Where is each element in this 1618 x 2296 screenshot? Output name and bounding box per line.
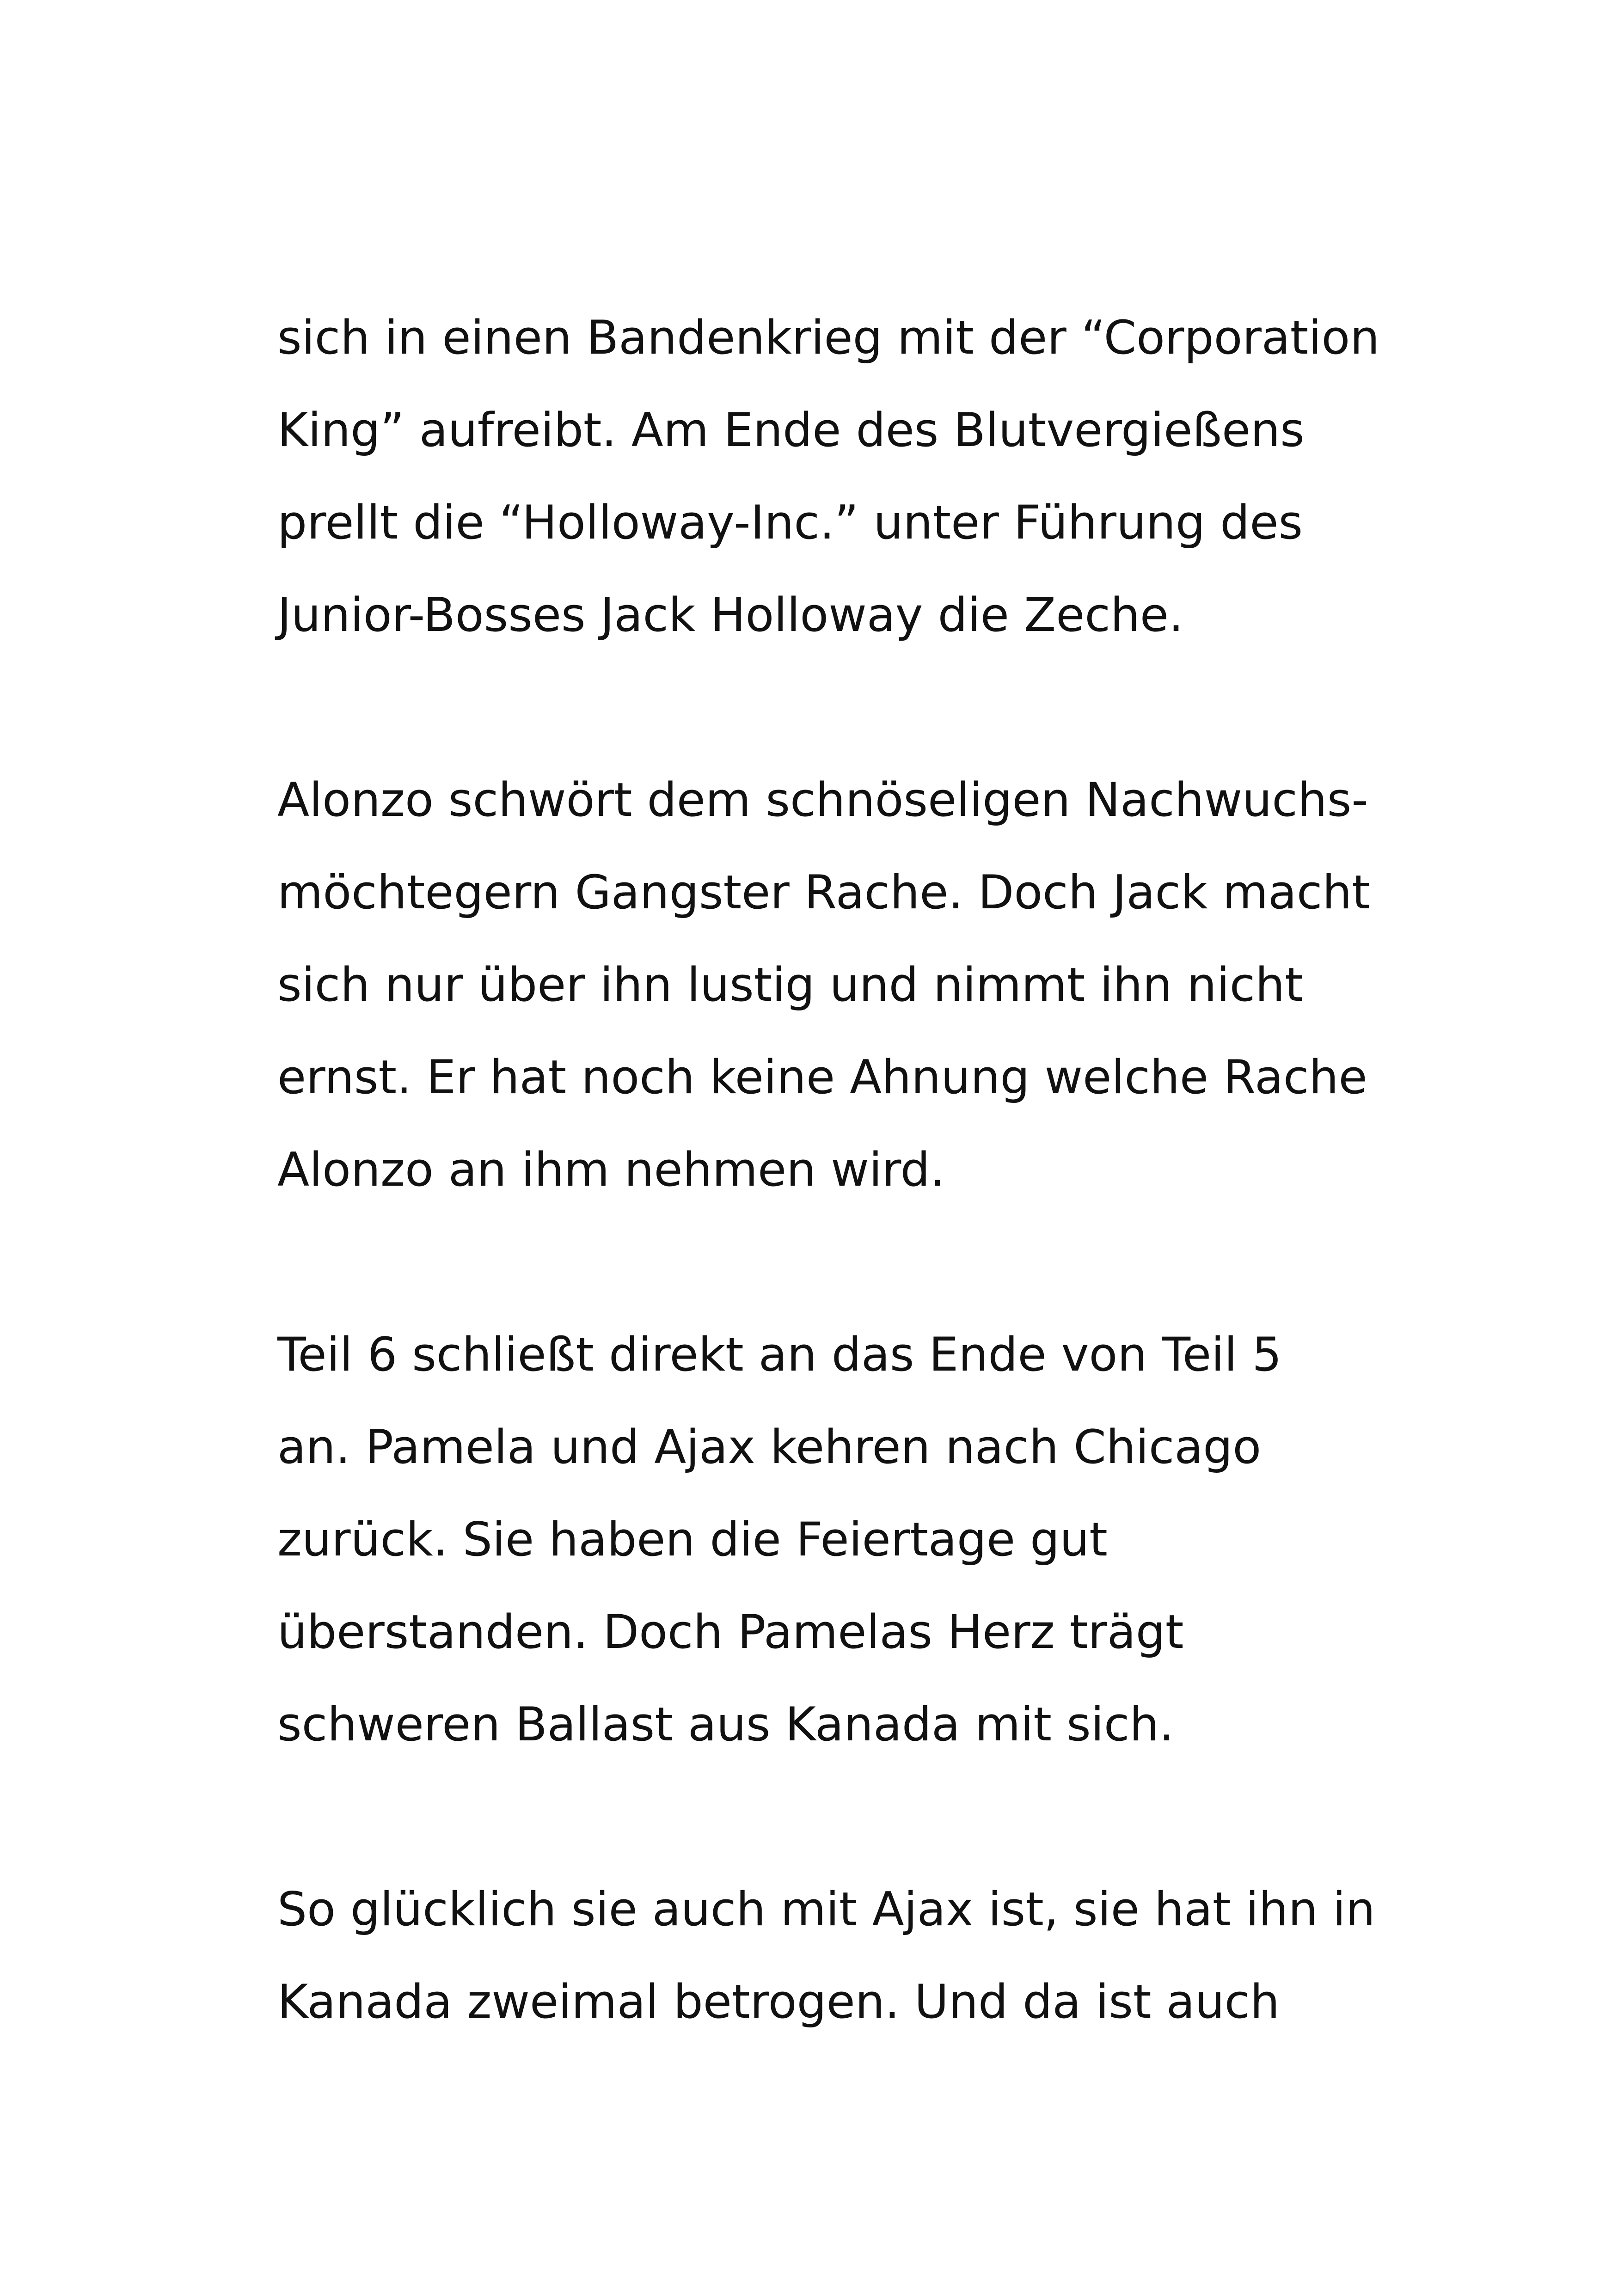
- text-line: Alonzo an ihm nehmen wird.: [277, 1142, 945, 1197]
- text-line: schweren Ballast aus Kanada mit sich.: [277, 1697, 1174, 1751]
- text-line: prellt die “Holloway-Inc.” unter Führung des: [277, 495, 1303, 550]
- paragraph-2: [277, 753, 1387, 1216]
- paragraph-1: [277, 291, 1387, 661]
- text-line: sich nur über ihn lustig und nimmt ihn nicht: [277, 957, 1303, 1012]
- text-line: So glücklich sie auch mit Ajax ist, sie hat ihn in: [277, 1882, 1375, 1936]
- text-line: sich in einen Bandenkrieg mit der “Corporation: [277, 310, 1380, 365]
- text-line: Kanada zweimal betrogen. Und da ist auch: [277, 1974, 1280, 2029]
- body-text: [277, 291, 1387, 2048]
- text-line: King” aufreibt. Am Ende des Blutvergießens: [277, 403, 1305, 457]
- paragraph-3: [277, 1308, 1387, 1770]
- text-line: überstanden. Doch Pamelas Herz trägt: [277, 1604, 1184, 1659]
- text-line: ernst. Er hat noch keine Ahnung welche Rache: [277, 1050, 1367, 1104]
- text-line: möchtegern Gangster Rache. Doch Jack macht: [277, 865, 1371, 919]
- text-line: Junior-Bosses Jack Holloway die Zeche.: [277, 588, 1184, 642]
- text-line: zurück. Sie haben die Feiertage gut: [277, 1512, 1108, 1567]
- paragraph-4: [277, 1863, 1387, 2048]
- text-line: an. Pamela und Ajax kehren nach Chicago: [277, 1420, 1262, 1474]
- text-line: Alonzo schwört dem schnöseligen Nachwuchs-: [277, 772, 1368, 827]
- text-line: Teil 6 schließt direkt an das Ende von Teil 5: [277, 1327, 1282, 1382]
